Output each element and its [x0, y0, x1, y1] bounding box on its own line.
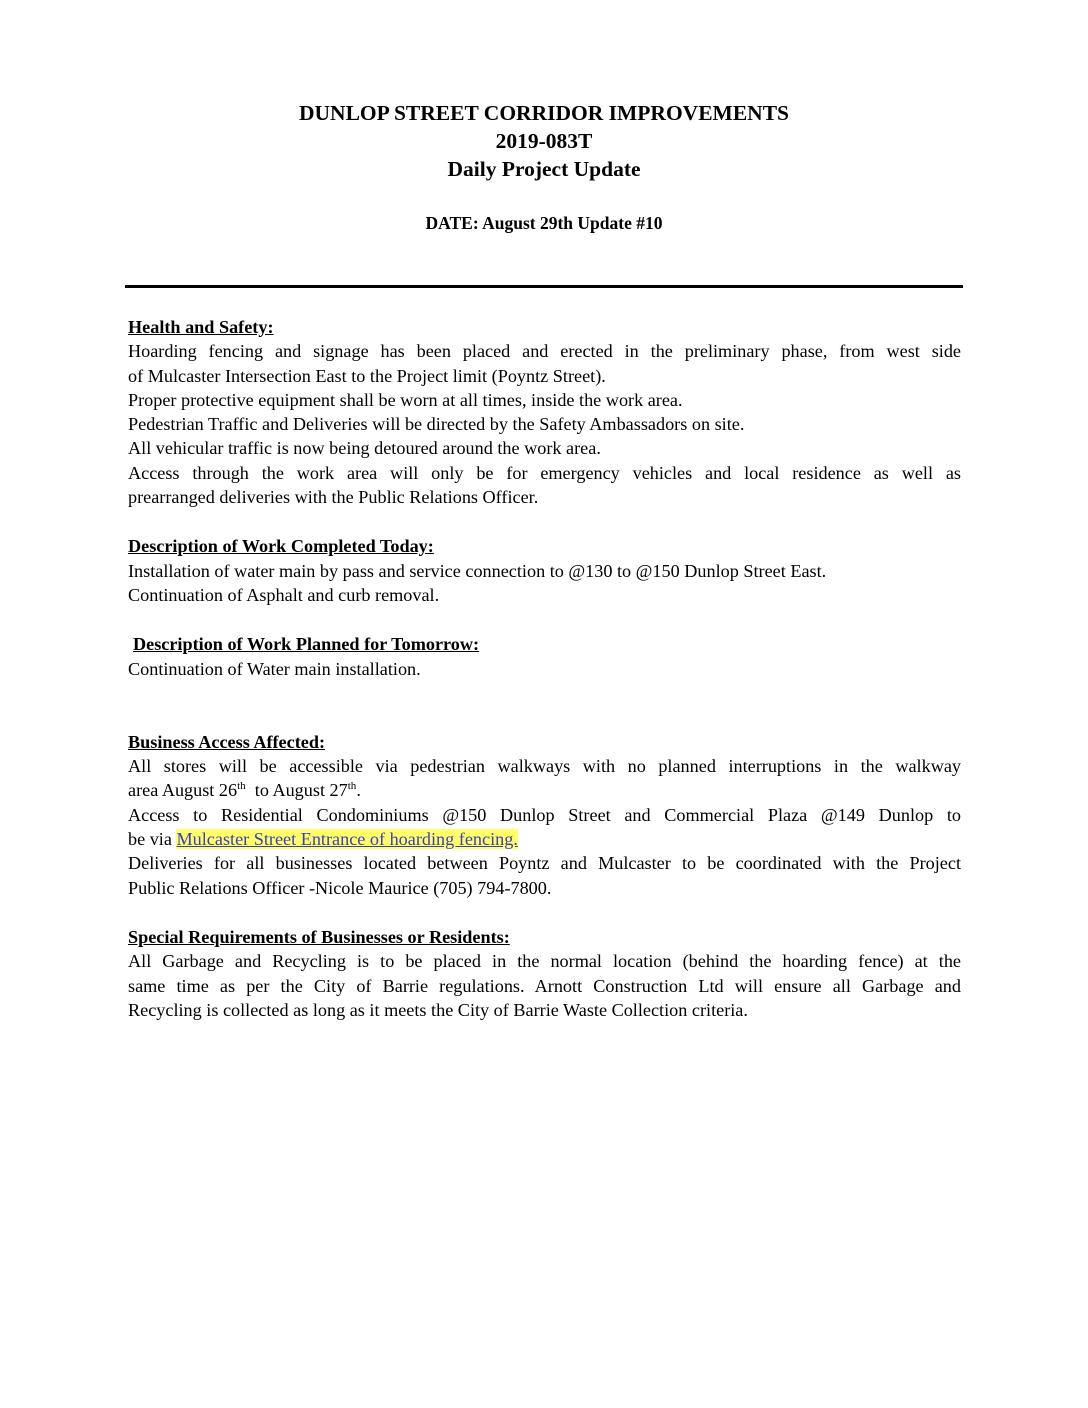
text-line: Installation of water main by pass and service connection to @130 to @150 Dunlop Street East.: [128, 560, 827, 581]
section-business-access: [128, 730, 961, 900]
text-line: Recycling is collected as long as it meets the City of Barrie Waste Collection criteria.: [128, 999, 748, 1020]
text-line: All Garbage and Recycling is to be placed in the normal location (behind the hoarding fence) at the: [128, 951, 961, 972]
highlighted-entrance-text[interactable]: Mulcaster Street Entrance of hoarding fencing.: [176, 829, 518, 850]
text-line: Continuation of Asphalt and curb removal.: [128, 584, 440, 605]
heading-work-completed: Description of Work Completed Today:: [128, 536, 434, 557]
text-line: All vehicular traffic is now being detoured around the work area.: [128, 438, 601, 459]
text-line-dates: area August 26th to August 27th.: [128, 780, 361, 801]
text-line: of Mulcaster Intersection East to the Project limit (Poyntz Street).: [128, 365, 606, 386]
heading-special-requirements: Special Requirements of Businesses or Residents:: [128, 926, 510, 947]
text-line: Proper protective equipment shall be worn at all times, inside the work area.: [128, 389, 683, 410]
title-line-1: DUNLOP STREET CORRIDOR IMPROVEMENTS: [299, 101, 789, 125]
text-line: All stores will be accessible via pedestrian walkways with no planned interruptions in the walkway: [128, 756, 961, 777]
text-line: Continuation of Water main installation.: [128, 658, 421, 679]
text-line-highlight: be via Mulcaster Street Entrance of hoarding fencing.: [128, 829, 518, 850]
text-line: Public Relations Officer -Nicole Maurice (705) 794-7800.: [128, 877, 552, 898]
title-line-3: Daily Project Update: [447, 157, 641, 181]
date-line: DATE: August 29th Update #10: [425, 213, 663, 233]
text-line: prearranged deliveries with the Public Relations Officer.: [128, 487, 539, 508]
document-body: [128, 315, 961, 1022]
text-line: Access through the work area will only be for emergency vehicles and local residence as well as: [128, 462, 961, 483]
section-work-completed: [128, 534, 961, 607]
section-health-safety: [128, 315, 961, 509]
section-special-requirements: [128, 925, 961, 1022]
heading-health-safety: Health and Safety:: [128, 317, 274, 337]
text-line: Deliveries for all businesses located between Poyntz and Mulcaster to be coordinated with the Project: [128, 853, 961, 874]
text-line: same time as per the City of Barrie regulations. Arnott Construction Ltd will ensure all Garbage and: [128, 975, 961, 996]
horizontal-rule: [125, 285, 963, 288]
text-line: Pedestrian Traffic and Deliveries will be directed by the Safety Ambassadors on site.: [128, 414, 745, 435]
heading-work-planned: Description of Work Planned for Tomorrow:: [133, 634, 480, 655]
heading-business-access: Business Access Affected:: [128, 731, 326, 752]
section-work-planned: [128, 632, 961, 681]
text-line: Hoarding fencing and signage has been placed and erected in the preliminary phase, from west side: [128, 341, 961, 362]
document-header: [0, 99, 1088, 183]
title-line-2: 2019-083T: [495, 129, 593, 153]
text-line: Access to Residential Condominiums @150 Dunlop Street and Commercial Plaza @149 Dunlop to: [128, 804, 961, 825]
